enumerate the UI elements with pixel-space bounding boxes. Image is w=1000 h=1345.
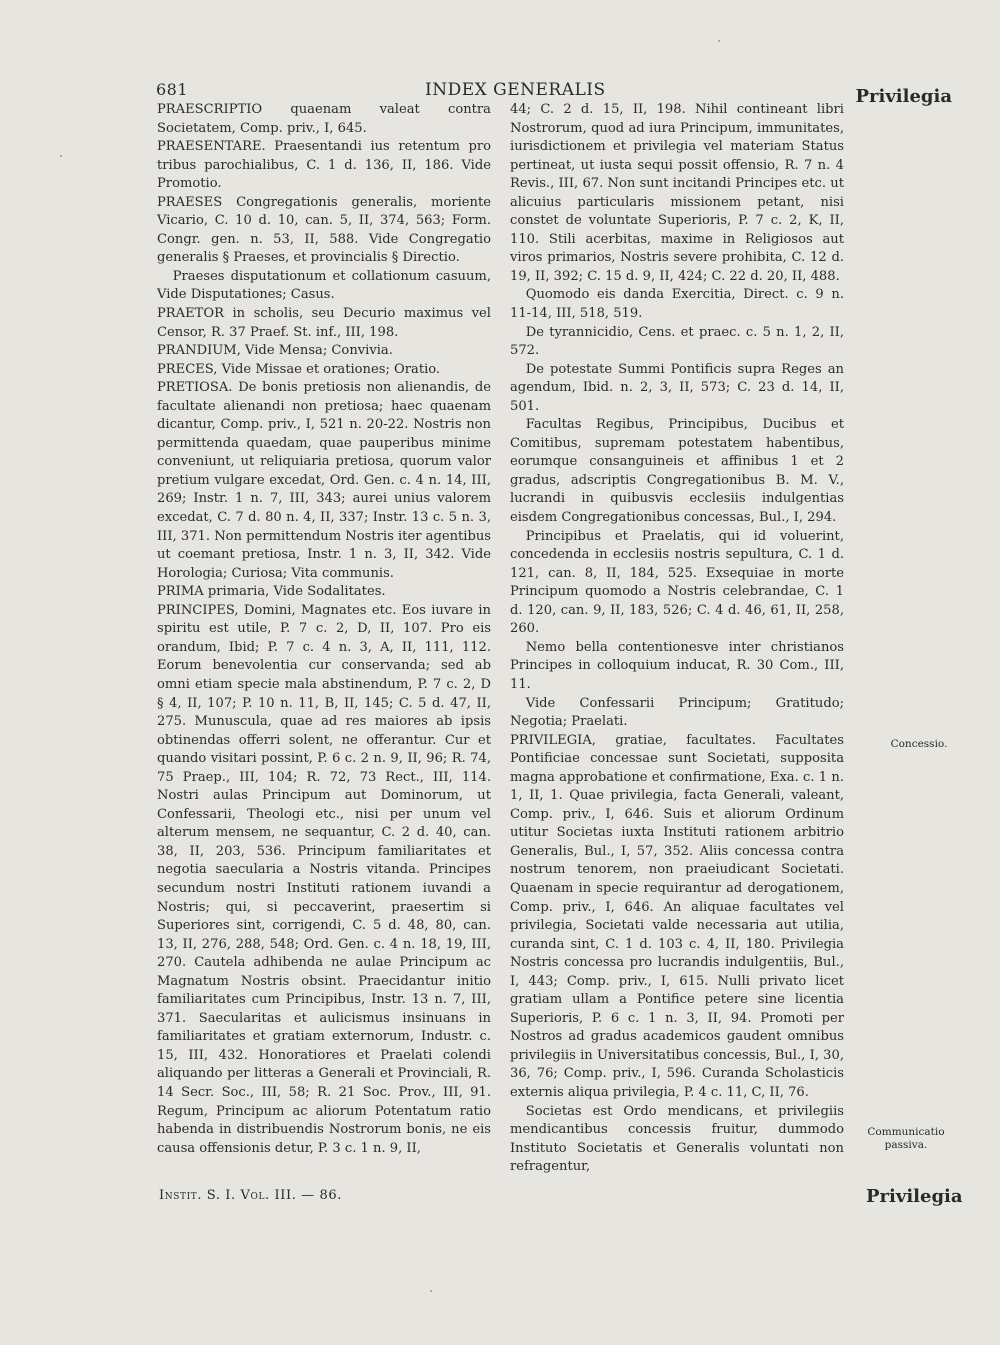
margin-heading: Privilegia	[855, 86, 952, 107]
entry-pretiosa: PRETIOSA. De bonis pretiosis non alienandis, de facultate alienandi non pretiosa; haec quaenam dicantur, Comp. priv., I, 521 n. 20-22. Nostris non permittenda quaedam, quae pauperibus minime conveniunt, ut reliquiaria pretiosa, quorum valor pretium vulgare excedat, Ord. Gen. c. 4 n. 14, III, 269; Instr. 1 n. 7, III, 343; aurei unius valorem excedat, C. 7 d. 80 n. 4, II, 337; Instr. 13 c. 5 n. 3, III, 371. Non permittendum Nostris iter agentibus ut coemant pretiosa, Instr. 1 n. 3, II, 342. Vide Horologia; Curiosa; Vita communis.	[157, 380, 491, 581]
entry-praeses-disputationum: Praeses disputationum et collationum casuum, Vide Disputationes; Casus.	[157, 268, 491, 303]
entry-vide-confessarii: Vide Confessarii Principum; Gratitudo; Negotia; Praelati.	[510, 695, 844, 730]
page-header	[0, 80, 1000, 110]
entry-praescriptio: PRAESCRIPTIO quaenam valeat contra Societatem, Comp. priv., I, 645.	[157, 102, 491, 136]
entry-tyrannicidio: De tyrannicidio, Cens. et praec. c. 5 n. 1, 2, II, 572.	[510, 324, 844, 359]
entry-bella: Nemo bella contentionesve inter christianos Principes in colloquium inducat, R. 30 Com., III, 11.	[510, 639, 844, 692]
entry-facultas-regibus: Facultas Regibus, Principibus, Ducibus et Comitibus, supremam potestatem habentibus, eorumque consanguineis et affinibus 1 et 2 gradus, adscriptis Congregationibus B. M. V., lucrandi in quibusvis ecclesiis indulgentias eisdem Congregationibus concessas, Bul., I, 294.	[510, 417, 844, 526]
entry-prandium: PRANDIUM, Vide Mensa; Convivia.	[157, 343, 393, 359]
side-note-concessio: Concessio.	[890, 738, 948, 750]
running-title: INDEX GENERALIS	[425, 80, 606, 100]
entry-potestate-pontificis: De potestate Summi Pontificis supra Reges an agendum, Ibid. n. 2, 3, II, 573; C. 23 d. 14, II, 501.	[510, 361, 844, 414]
entry-praesentare: PRAESENTARE. Praesentandi ius retentum pro tribus parochialibus, C. 1 d. 136, II, 186. Vide Promotio.	[157, 139, 491, 192]
paper-speck	[718, 40, 720, 42]
entry-praetor: PRAETOR in scholis, seu Decurio maximus vel Censor, R. 37 Praef. St. inf., III, 198.	[157, 306, 491, 340]
side-note-communicatio: Communicatio passiva.	[867, 1126, 945, 1151]
entry-preces: PRECES, Vide Missae et orationes; Oratio.	[157, 361, 441, 377]
entry-principes-continued: 44; C. 2 d. 15, II, 198. Nihil contineant libri Nostrorum, quod ad iura Principum, immunitates, iurisdictionem et privilegia vel materiam Status pertineat, ut iusta sequi possit offensio, R. 7 n. 4 Revis., III, 67. Non sunt incitandi Principes etc. ut alicuius particularis missionem petant, nisi constet de voluntate Superioris, P. 7 c. 2, K, II, 110. Stili acerbitas, maxime in Religiosos aut viros primarios, Nostris severe prohibita, C. 12 d. 19, II, 392; C. 15 d. 9, II, 424; C. 22 d. 20, II, 488.	[510, 102, 844, 284]
left-column	[157, 101, 491, 1158]
right-column	[510, 101, 844, 1177]
page-number: 681	[156, 80, 189, 99]
entry-prima: PRIMA primaria, Vide Sodalitates.	[157, 584, 386, 600]
entry-privilegia: PRIVILEGIA, gratiae, facultates. Facultates Pontificiae concessae sunt Societati, supposita magna approbatione et confirmatione, Exa. c. 1 n. 1, II, 1. Quae privilegia, facta Generali, valeant, Comp. priv., I, 646. Suis et aliorum Ordinum utitur Societas iuxta Instituti rationem arbitrio Generalis, Bul., I, 57, 352. Aliis concessa contra nostrum tenorem, non praeiudicant Societati. Quaenam in specie requirantur ad derogationem, Comp. priv., I, 646. An aliquae facultates vel privilegia, Societati valde necessaria aut utilia, curanda sint, C. 1 d. 103 c. 4, II, 180. Privilegia Nostris concessa pro lucrandis indulgentiis, Bul., I, 443; Comp. priv., I, 615. Nulli privato licet gratiam ullam a Pontifice petere sine licentia Superioris, P. 6 c. 1 n. 3, II, 94. Promoti per Nostros ad gradus academicos gaudent omnibus privilegiis in Universitatibus concessis, Bul., I, 30, 36, 76; Comp. priv., I, 596. Curanda Scholasticis externis aliqua privilegia, P. 4 c. 11, C, II, 76.	[510, 732, 844, 1100]
entry-principes: PRINCIPES, Domini, Magnates etc. Eos iuvare in spiritu est utile, P. 7 c. 2, D, II, 107. Pro eis orandum, Ibid; P. 7 c. 4 n. 3, A, II, 111, 112. Eorum benevolentia cur conservanda; sed ab omni etiam specie mala abstinendum, P. 7 c. 2, D § 4, II, 107; P. 10 n. 11, B, II, 145; C. 5 d. 47, II, 275. Munuscula, quae ad res maiores ab ipsis obtinendas offerri solent, ne offerantur. Cur et quando visitari possint, P. 6 c. 2 n. 9, II, 96; R. 74, 75 Praep., III, 104; R. 72, 73 Rect., III, 114. Nostri aulas Principum aut Dominorum, ut Confessarii, Theologi etc., nisi per unum vel alterum mensem, ne sequantur, C. 2 d. 40, can. 38, II, 203, 536. Principum familiaritates et negotia saecularia a Nostris vitanda. Principes secundum nostri Instituti rationem iuvandi a Nostris; qui, si peccaverint, praesertim si Superiores sint, corrigendi, C. 5 d. 48, 80, can. 13, II, 276, 288, 548; Ord. Gen. c. 4 n. 18, 19, III, 270. Cautela adhibenda ne aulae Principum ac Magnatum Nostris obsint. Praecidantur initio familiaritates cum Principibus, Instr. 13 n. 7, III, 371. Saecularitas et aulicismus insinuans in familiaritates et gratiam externorum, Industr. c. 15, III, 432. Honoratiores et Praelati colendi aliquando per litteras a Generali et Provinciali, R. 14 Secr. Soc., III, 58; R. 21 Soc. Prov., III, 91. Regum, Principum ac aliorum Potentatum ratio habenda in distribuendis Nostrorum bonis, ne eis causa offensionis detur, P. 3 c. 1 n. 9, II,	[157, 602, 491, 1156]
footer-catchword: Privilegia	[866, 1186, 963, 1207]
paper-speck	[430, 1290, 432, 1292]
entry-sepultura: Principibus et Praelatis, qui id voluerint, concedenda in ecclesiis nostris sepultura, C. 1 d. 121, can. 8, II, 184, 525. Exsequiae in morte Principum quomodo a Nostris celebrandae, C. 1 d. 120, can. 9, II, 183, 526; C. 4 d. 46, 61, II, 258, 260.	[510, 528, 844, 637]
paper-speck	[60, 155, 62, 157]
entry-societas-mendicans: Societas est Ordo mendicans, et privilegiis mendicantibus concessis fruitur, dummodo Instituto Societatis et Generalis voluntati non refragentur,	[510, 1103, 844, 1175]
footer-signature: Instit. S. I. Vol. III. — 86.	[159, 1188, 342, 1203]
entry-exercitia: Quomodo eis danda Exercitia, Direct. c. 9 n. 11-14, III, 518, 519.	[510, 287, 844, 322]
entry-praeses: PRAESES Congregationis generalis, moriente Vicario, C. 10 d. 10, can. 5, II, 374, 563; Form. Congr. gen. n. 53, II, 588. Vide Congregatio generalis § Praeses, et provincialis § Directio.	[157, 194, 491, 266]
